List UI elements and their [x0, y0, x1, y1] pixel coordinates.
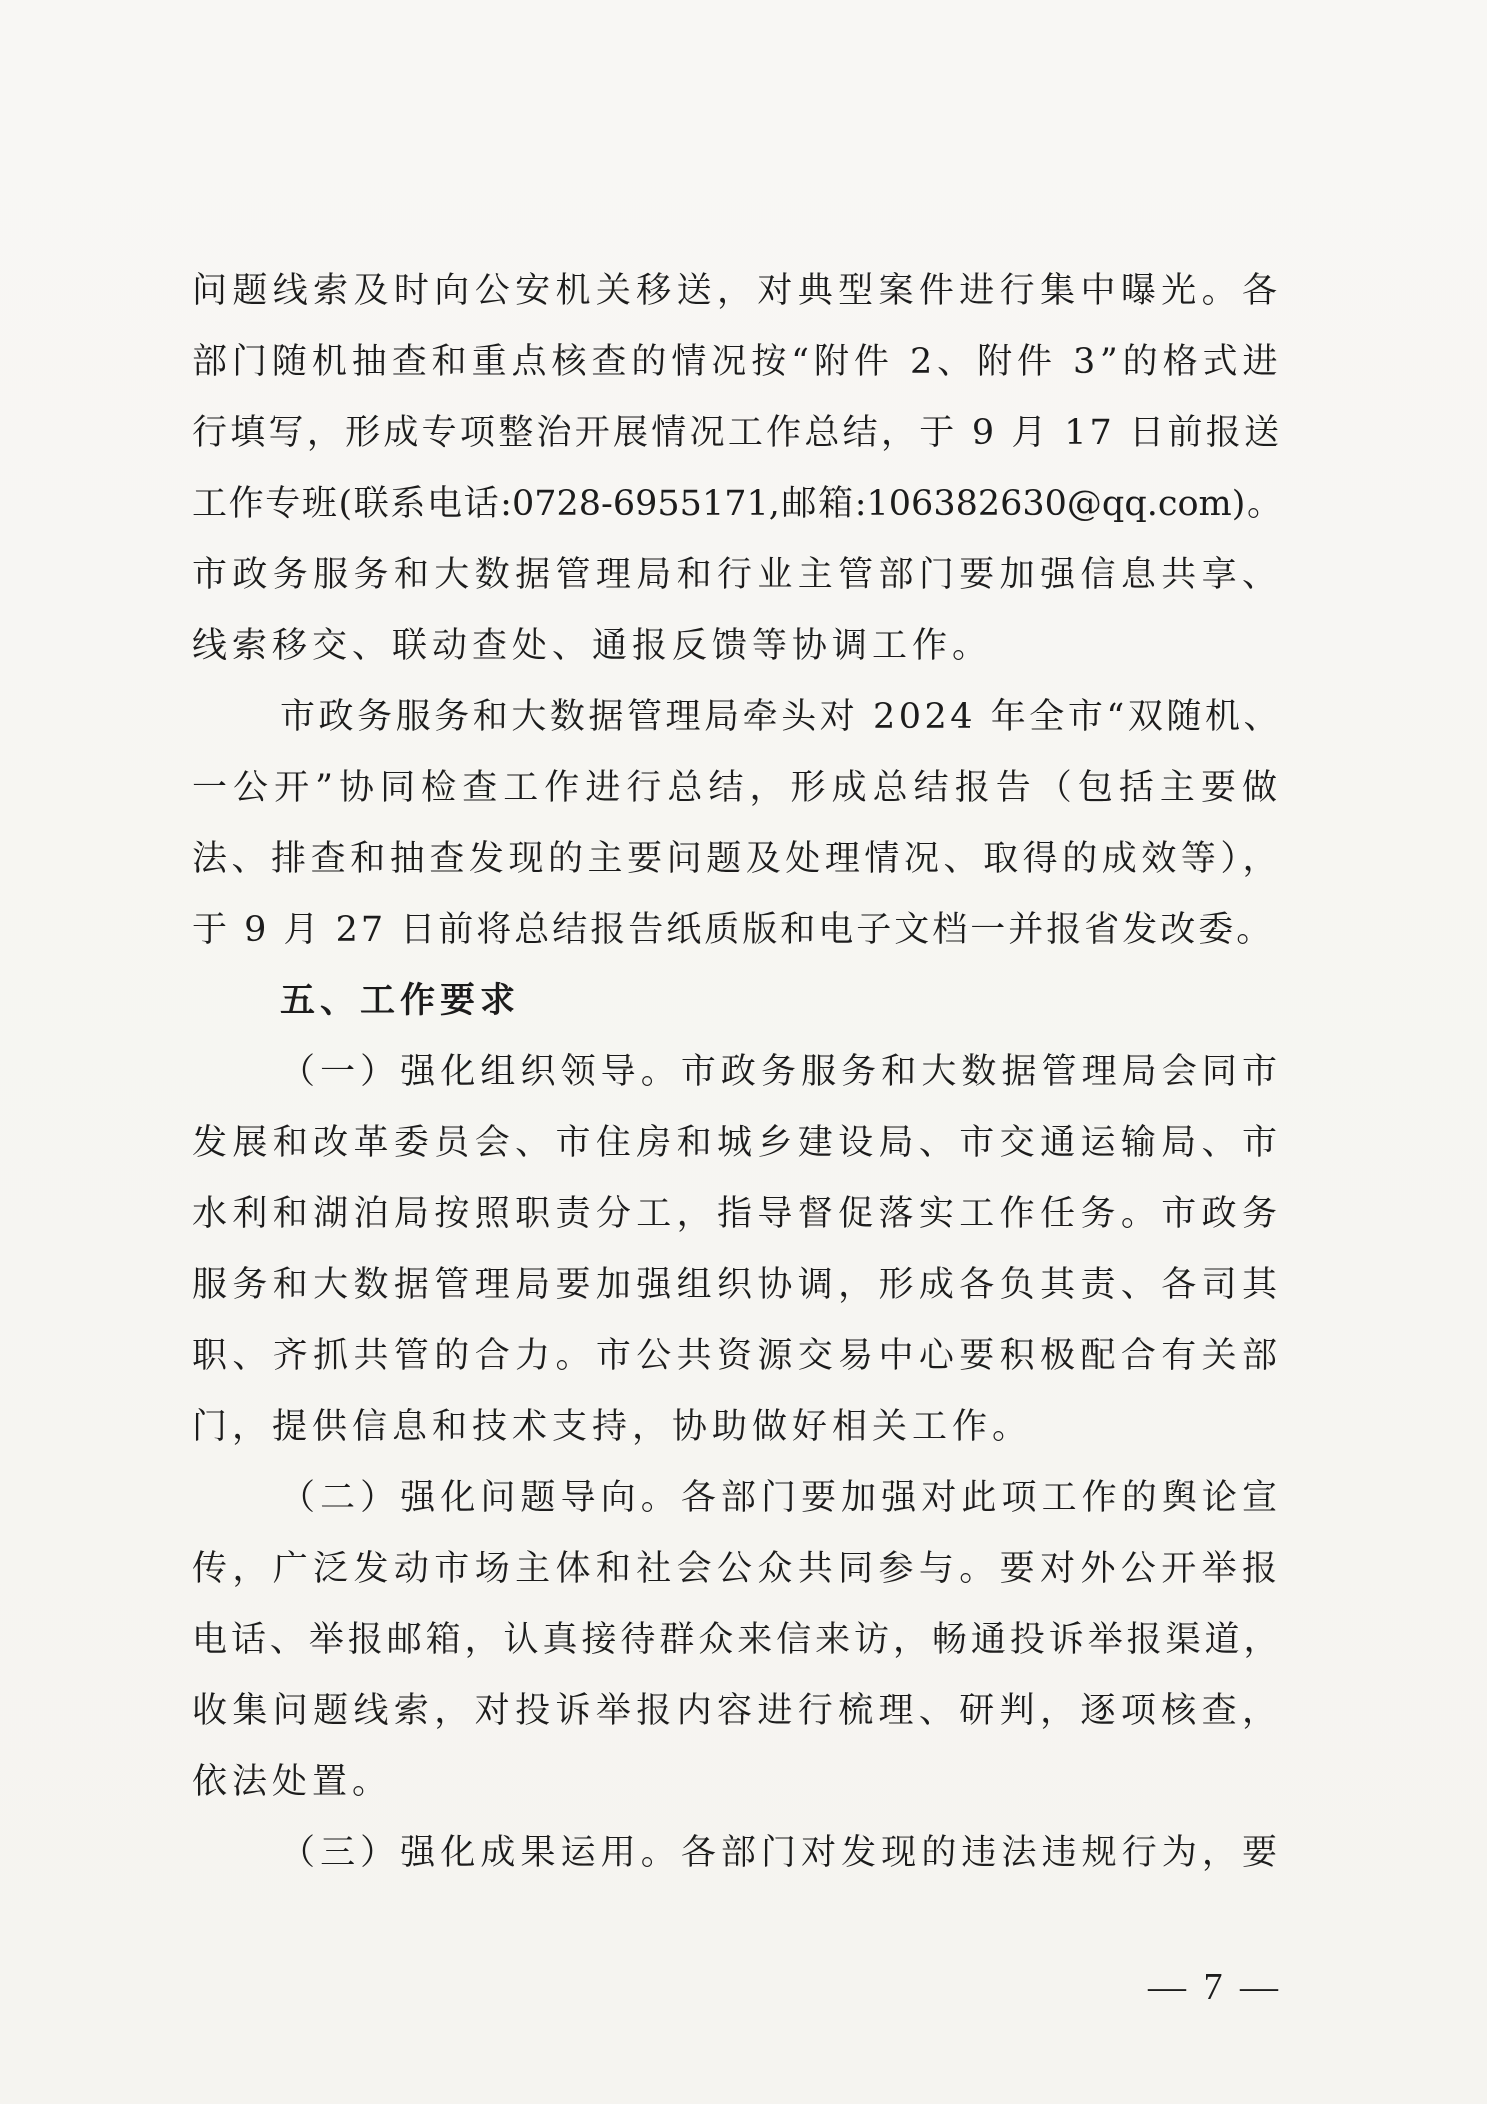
paragraph-line: 发展和改革委员会、市住房和城乡建设局、市交通运输局、市	[192, 1123, 1282, 1163]
paragraph-line: （三）强化成果运用。各部门对发现的违法违规行为，要	[280, 1833, 1282, 1873]
paragraph-line: （一）强化组织领导。市政务服务和大数据管理局会同市	[280, 1052, 1282, 1092]
page-number: — 7 —	[1148, 1966, 1282, 2008]
paragraph-line: 电话、举报邮箱，认真接待群众来信来访，畅通投诉举报渠道，	[192, 1620, 1282, 1660]
paragraph-line: （二）强化问题导向。各部门要加强对此项工作的舆论宣	[280, 1478, 1282, 1518]
paragraph-line: 依法处置。	[192, 1762, 393, 1802]
paragraph-line: 部门随机抽查和重点核查的情况按“附件 2、附件 3”的格式进	[192, 342, 1282, 382]
document-body	[192, 256, 1282, 1889]
paragraph-line: 法、排查和抽查发现的主要问题及处理情况、取得的成效等），	[192, 839, 1282, 879]
paragraph-line: 市政务服务和大数据管理局和行业主管部门要加强信息共享、	[192, 555, 1282, 595]
paragraph-line: 行填写，形成专项整治开展情况工作总结，于 9 月 17 日前报送	[192, 413, 1282, 453]
paragraph-line: 服务和大数据管理局要加强组织协调，形成各负其责、各司其	[192, 1265, 1282, 1305]
paragraph-line: 线索移交、联动查处、通报反馈等协调工作。	[192, 626, 993, 666]
paragraph-line: 市政务服务和大数据管理局牵头对 2024 年全市“双随机、	[280, 697, 1282, 737]
paragraph-line: 于 9 月 27 日前将总结报告纸质版和电子文档一并报省发改委。	[192, 910, 1275, 950]
section-heading: 五、工作要求	[280, 981, 521, 1021]
paragraph-line: 问题线索及时向公安机关移送，对典型案件进行集中曝光。各	[192, 271, 1282, 311]
paragraph-line: 收集问题线索，对投诉举报内容进行梳理、研判，逐项核查，	[192, 1691, 1282, 1731]
paragraph-line: 职、齐抓共管的合力。市公共资源交易中心要积极配合有关部	[192, 1336, 1282, 1376]
paragraph-line: 工作专班(联系电话:0728-6955171,邮箱:106382630@qq.com)。	[192, 484, 1282, 524]
paragraph-line: 传，广泛发动市场主体和社会公众共同参与。要对外公开举报	[192, 1549, 1282, 1589]
paragraph-line: 一公开”协同检查工作进行总结，形成总结报告（包括主要做	[192, 768, 1282, 808]
paragraph-line: 门，提供信息和技术支持，协助做好相关工作。	[192, 1407, 1033, 1447]
paragraph-line: 水利和湖泊局按照职责分工，指导督促落实工作任务。市政务	[192, 1194, 1282, 1234]
